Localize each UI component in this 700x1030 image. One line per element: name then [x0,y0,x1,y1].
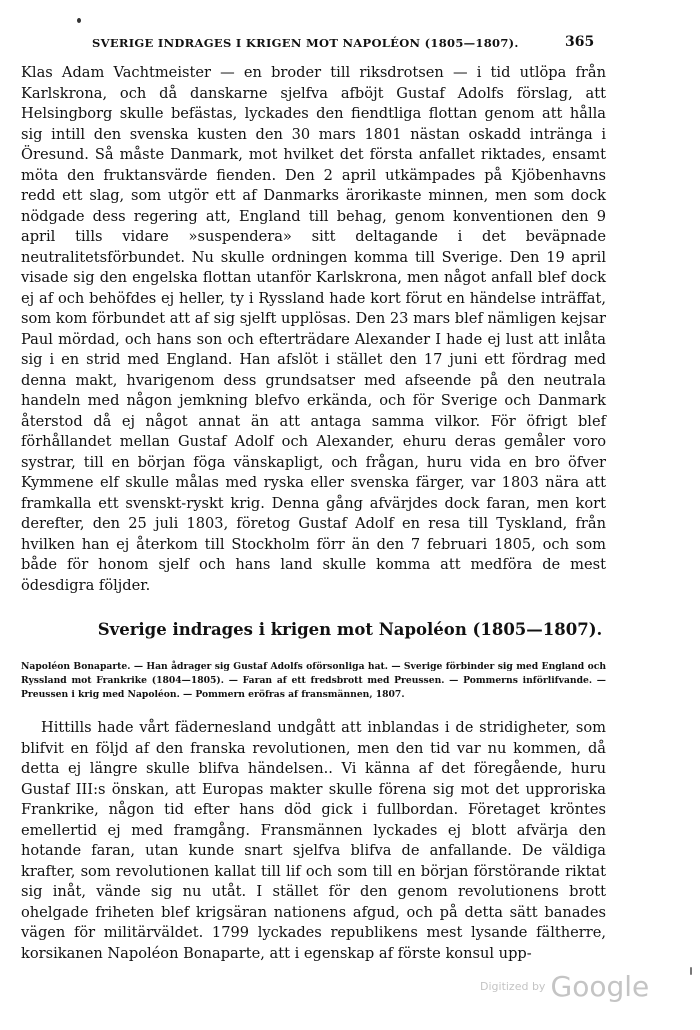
body-paragraph: Hittills hade vårt fädernesland undgått att inblandas i de stridigheter, som blifvit en följd af den franska revolutionen, men den tid var nu kommen, då detta ej längre skulle blifva händelsen.. Vi känna af det föregående, huru Gustaf III:s önskan, att Europas makter skulle förena sig mot det upproriska Frankrike, någon tid efter hans död gick i fullbordan. Företaget kröntes emellertid ej med framgång. Fransmännen lyckades ej blott afvärja den hotande faran, utan kunde snart sjelfva blifva de anfallande. De väldiga krafter, som revolutionen kallat till lif och som till en början förstörande riktat sig inåt, vände sig nu utåt. I stället för den genom revolutionens brott ohelgade friheten blef krigsäran nationens afgud, och på detta sätt banades vägen för militärväldet. 1799 lyckades republikens mest lysande fältherre, korsikanen Napoléon Bonaparte, att i egenskap af förste konsul upp- [21,719,606,962]
section-title: Sverige indrages i krigen mot Napoléon (1805—1807). [97,620,603,639]
running-head: SVERIGE INDRAGES I KRIGEN MOT NAPOLÉON (1805—1807). [92,36,519,50]
section-summary: Napoléon Bonaparte. — Han ådrager sig Gustaf Adolfs oförsonliga hat. — Sverige förbinder sig med England och Ryssland mot Frankrike (1804—1805). — Faran af ett fredsbrott med Preussen. — Pommerns införlifvande. — Preussen i krig med Napoléon. — Pommern eröfras af fransmännen, 1807. [21,661,606,700]
watermark-prefix: Digitized by [480,980,546,993]
google-logo: Google [550,970,650,1003]
page-number: 365 [565,34,595,50]
digitized-by-google-watermark [480,970,649,1003]
margin-mark [690,967,692,975]
body-paragraph-continued: Klas Adam Vachtmeister — en broder till riksdrotsen — i tid utlöpa från Karlskrona, och då danskarne sjelfva afböjt Gustaf Adolfs förslag, att Helsingborg skulle befästas, lyckades den fiendtliga flottan genom att hålla sig intill den svenska kusten den 30 mars 1801 nästan oskadd intränga i Öresund. Så måste Danmark, mot hvilket det första anfallet riktades, ensamt möta den fruktansvärde fienden. Den 2 april utkämpades på Kjöbenhavns redd ett slag, som utgör ett af Danmarks ärorikaste minnen, men som dock nödgade dess regering att, England till behag, genom konventionen den 9 april tills vidare »suspendera» sitt deltagande i det beväpnade neutralitetsförbundet. Nu skulle ordningen komma till Sverige. Den 19 april visade sig den engelska flottan utanför Karlskrona, men något anfall blef dock ej af och behöfdes ej heller, ty i Ryssland hade kort förut en händelse inträffat, som kom förbundet att af sig sjelft upplösas. Den 23 mars blef nämligen kejsar Paul mördad, och hans son och efterträdare Alexander I hade ej lust att inlåta sig i en strid med England. Han afslöt i stället den 17 juni ett fördrag med denna makt, hvarigenom dess grundsatser med afseende på den neutrala handeln med någon jemkning blefvo erkända, och för Sverige och Danmark återstod då ej något annat än att antaga samma vilkor. För öfrigt blef förhållandet mellan Gustaf Adolf och Alexander, ehuru deras gemåler voro systrar, till en början föga vänskapligt, och frågan, huru vida en bro öfver Kymmene elf skulle målas med ryska eller svenska färger, var 1803 nära att framkalla ett svenskt-ryskt krig. Denna gång afvärjdes dock faran, men kort derefter, den 25 juli 1803, företog Gustaf Adolf en resa till Tyskland, från hvilken han ej återkom till Stockholm förr än den 7 februari 1805, och som både för honom sjelf och hans land skulle komma att medföra de mest ödesdigra följder. [21,64,606,594]
print-speck [77,18,81,23]
